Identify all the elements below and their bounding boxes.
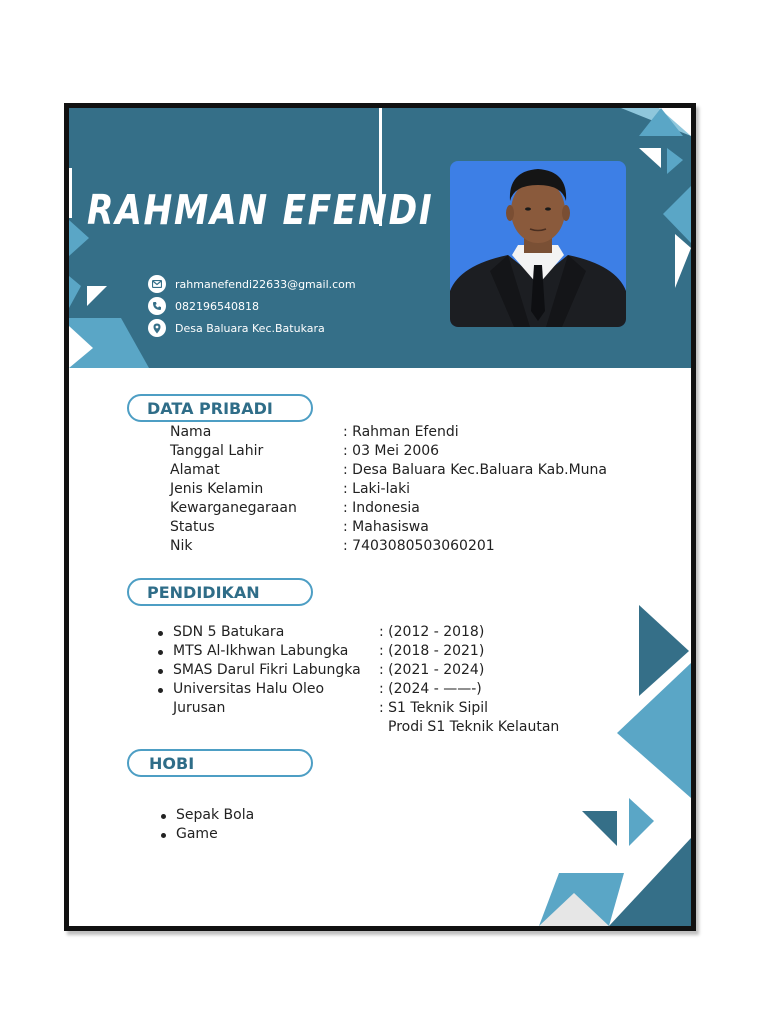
personal-label-nik: Nik xyxy=(170,538,193,554)
education-school-1: SDN 5 Batukara xyxy=(173,624,285,640)
phone-text: 082196540818 xyxy=(175,299,259,313)
personal-label-citizenship: Kewarganegaraan xyxy=(170,500,297,516)
personal-label-birthdate: Tanggal Lahir xyxy=(170,443,264,459)
profile-photo xyxy=(450,161,626,327)
personal-data-title: DATA PRIBADI xyxy=(147,398,273,418)
hobby-item-2: Game xyxy=(176,826,218,842)
header-left-line xyxy=(69,168,72,218)
person-name: RAHMAN EFENDI xyxy=(87,186,434,234)
email-text: rahmanefendi22633@gmail.com xyxy=(175,277,356,291)
phone-icon xyxy=(148,297,166,315)
education-title: PENDIDIKAN xyxy=(147,582,260,602)
location-pin-icon xyxy=(148,319,166,337)
contact-email xyxy=(148,275,356,293)
personal-value-citizenship: : Indonesia xyxy=(343,500,420,516)
personal-value-birthdate: : 03 Mei 2006 xyxy=(343,443,440,459)
personal-value-nik: : 7403080503060201 xyxy=(343,538,495,554)
personal-label-status: Status xyxy=(170,519,215,535)
personal-label-name: Nama xyxy=(170,424,212,440)
section-title-education xyxy=(127,578,313,606)
hobbies-title: HOBI xyxy=(149,753,195,773)
education-years-2: : (2018 - 2021) xyxy=(379,643,485,659)
personal-label-address: Alamat xyxy=(170,462,220,478)
personal-value-gender: : Laki-laki xyxy=(343,481,411,497)
education-major-value: : S1 Teknik Sipil xyxy=(379,700,489,716)
email-icon xyxy=(148,275,166,293)
personal-value-status: : Mahasiswa xyxy=(343,519,429,535)
education-school-4: Universitas Halu Oleo xyxy=(173,681,325,697)
personal-value-address: : Desa Baluara Kec.Baluara Kab.Muna xyxy=(343,462,608,478)
resume-header xyxy=(69,108,691,368)
education-school-2: MTS Al-Ikhwan Labungka xyxy=(173,643,349,659)
education-years-4: : (2024 - ——-) xyxy=(379,681,482,697)
personal-label-gender: Jenis Kelamin xyxy=(170,481,264,497)
resume-page xyxy=(64,103,696,931)
education-years-3: : (2021 - 2024) xyxy=(379,662,485,678)
contact-address xyxy=(148,319,325,337)
education-major-value-2: Prodi S1 Teknik Kelautan xyxy=(388,719,560,735)
section-title-personal-data xyxy=(127,394,313,422)
section-title-hobbies xyxy=(127,749,313,777)
education-school-3: SMAS Darul Fikri Labungka xyxy=(173,662,361,678)
address-text: Desa Baluara Kec.Batukara xyxy=(175,321,325,335)
contact-phone xyxy=(148,297,259,315)
personal-value-name: : Rahman Efendi xyxy=(343,424,459,440)
education-major-label: Jurusan xyxy=(173,700,226,716)
education-years-1: : (2012 - 2018) xyxy=(379,624,485,640)
hobby-item-1: Sepak Bola xyxy=(176,807,255,823)
